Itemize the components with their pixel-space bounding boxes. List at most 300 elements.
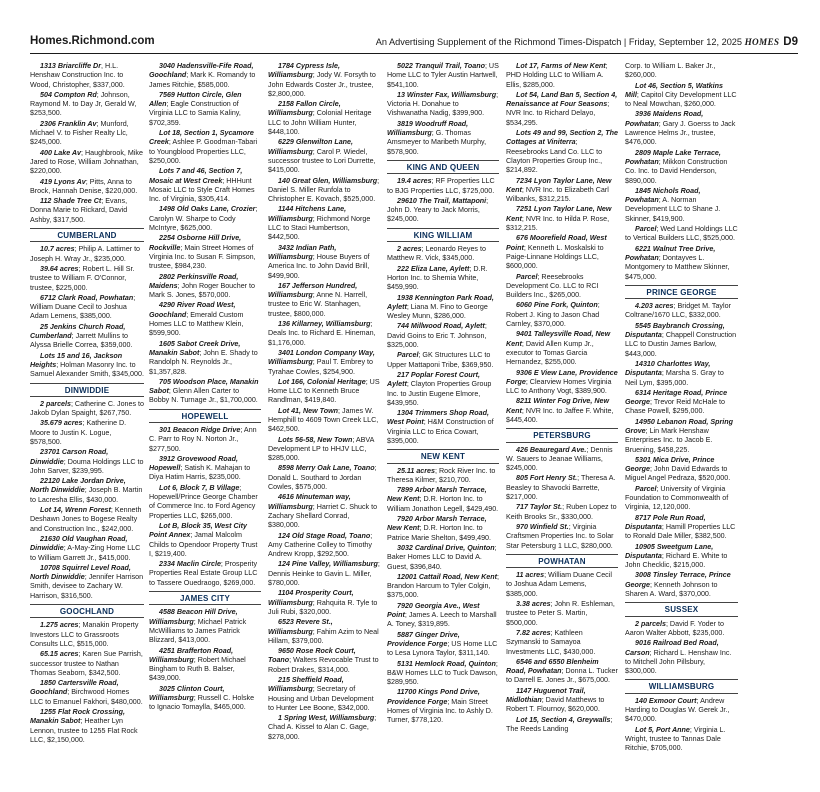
listing-address: 124 Old Stage Road, Toano <box>278 531 371 540</box>
listing-entry <box>268 349 380 377</box>
listing-details: ; Manakin Property Investors LLC to Grassroots Consults LLC, $515,000. <box>30 621 139 648</box>
listing-details: ; Victoria H. Donahue to Vishwanatha Nadig, $399,900. <box>387 90 499 118</box>
listing-entry <box>387 467 499 486</box>
listing-entry <box>506 571 618 599</box>
listing-details: ; Harriet C. Shuck to Zachary Shellard Conrad, $380,000. <box>268 502 378 530</box>
listing-address: 7920 Arbor Marsh Terrace, New Kent <box>387 515 487 533</box>
listing-entry <box>506 234 618 271</box>
listing-entry <box>30 708 144 745</box>
listing-details: ; Bridget M. Taylor Coltrane/1670 LLC, $332,000. <box>625 302 731 320</box>
listing-details: ; G. Thomas Amsmeyer to Maribeth Murphy, $578,900. <box>387 129 487 156</box>
listing-details: ; Reesebrooks Land Co. LLC to Clayton Properties Group Inc., $214,892. <box>506 138 603 175</box>
listing-address: 140 Great Glen, Williamsburg <box>278 176 378 185</box>
listing-address: 10708 Squirrel Level Road, North Dinwiddie <box>30 563 131 582</box>
listing-details: ; Brandon Harcum to Tyler Colgin, $375,000. <box>387 572 499 600</box>
page-number: D9 <box>783 36 798 48</box>
listing-details: ; NVR Inc. to Elizabeth Carl Wilbanks, $312,215. <box>506 185 609 204</box>
listing-address: 29610 The Trail, Mattaponi <box>397 196 487 205</box>
listing-details: ; Douma Holdings LLC to John Sarver, $239,995. <box>30 457 144 475</box>
listing-entry <box>268 378 380 406</box>
listing-address: 21630 Old Vaughan Road, Dinwiddie <box>30 534 128 553</box>
listing-address: 25 Jenkins Church Road, Cumberland <box>30 322 126 341</box>
listing-address: 35.679 acres <box>40 419 83 428</box>
listing-address: 3025 Clinton Court, Williamsburg <box>149 684 225 702</box>
listing-address: 970 Winfield St. <box>516 522 569 531</box>
listing-details: ; Anne N. Harrell, trustee to Eric W. Stanhagen, trustee, $800,000. <box>268 291 368 318</box>
listing-details: ; Pitts, Anna to Brock, Hannah Denise, $220,000. <box>30 177 138 195</box>
listing-address: 10.7 acres <box>40 245 75 254</box>
listing-entry <box>149 560 261 588</box>
listing-entry <box>149 522 261 559</box>
listing-details: ; Karen Sue Parrish, successor trustee to Nathan Thomas Seaborn, $342,500. <box>30 650 143 677</box>
listing-details: ; Glenn Allen Carter to Bobby N. Turnage Jr., $1,700,000. <box>149 387 258 405</box>
listing-address: 6712 Clark Road, Powhatan <box>40 293 134 302</box>
listing-entry <box>387 371 499 408</box>
listing-address: 9016 Railroad Bed Road, Carson <box>625 639 719 657</box>
listing-entry <box>30 448 144 476</box>
listing-address: 1304 Trimmers Shop Road, West Point <box>387 409 489 427</box>
listing-entry <box>30 197 144 225</box>
listing-details: ; Gary J. Goerss to Jack Lawrence Helms Jr., trustee, $476,000. <box>625 119 736 147</box>
locality-heading: SUSSEX <box>625 602 738 616</box>
listing-details: ; Russell C. Holske to Ignacio Tomaylla, $465,000. <box>149 694 255 712</box>
listing-address: 10905 Sweetgum Lane, Disputanta <box>625 542 714 560</box>
listing-entry <box>506 273 618 301</box>
listing-address: 2158 Fallon Circle, Williamsburg <box>268 100 341 118</box>
listing-entry <box>30 120 144 148</box>
listing-entry <box>30 419 144 447</box>
listing-details: ; Virginia Craftsmen Properties Inc. to Solar Star Petersburg 1 LLC, $280,000. <box>506 522 614 550</box>
column-3 <box>268 62 380 743</box>
listing-entry <box>387 409 499 446</box>
listing-entry <box>506 503 618 522</box>
listing-entry <box>268 589 380 617</box>
listing-details: ; Evans, Donna Marie to Rickard, David Ashby, $317,500. <box>30 197 128 224</box>
listing-entry <box>268 138 380 175</box>
listing-entry <box>506 658 618 686</box>
listing-address: 1605 Sabot Creek Drive, Manakin Sabot <box>149 339 241 357</box>
locality-heading: DINWIDDIE <box>30 383 144 397</box>
listing-address: 9306 E View Lane, Providence Forge <box>506 368 618 386</box>
listing-details: ; Main Street Homes of Virginia Inc. to Susan F. Simpson, trustee, $984,230. <box>149 243 256 271</box>
listing-entry <box>30 294 144 322</box>
listing-details: ; Jody W. Forsyth to John Edwards Coster Jr., trustee, $2,800,000. <box>268 71 376 98</box>
listing-details: ; Daniel S. Miller Runfola to Christopher E. Kovach, $525,000. <box>268 176 380 204</box>
locality-heading: PRINCE GEORGE <box>625 285 738 299</box>
listing-entry <box>30 621 144 649</box>
supplement-line <box>376 36 798 48</box>
listing-address: 217 Poplar Forest Court, Aylett <box>387 370 480 389</box>
locality-heading: KING AND QUEEN <box>387 160 499 174</box>
listing-entry <box>387 351 499 370</box>
listing-details: ; Andrew Harding to Douglas W. Gerek Jr., $470,000. <box>625 696 730 724</box>
listing-details: ; D.R. Horton Inc. to Shemia White, $459,990. <box>387 264 488 292</box>
listing-details: ; Johnson, Raymond M. to Day Jr, Gerald W, $253,500. <box>30 90 137 118</box>
listing-details: ; NVR Inc. to Hilda P. Rose, $312,215. <box>506 214 610 233</box>
listing-details: ; Capitol City Development LLC to Neal Mowchan, $260,000. <box>625 90 737 109</box>
listing-details: ; Trevor Reid McHale to Chase Powell, $295,000. <box>625 398 726 416</box>
listing-entry <box>387 197 499 225</box>
listing-details: ; John David Edwards to Miguel Angel Pedraza, $520,000. <box>625 465 731 483</box>
listing-entry <box>625 514 738 542</box>
listing-details: ; Eagle Construction of Virginia LLC to Samia Kaliny, $702,359. <box>149 100 241 127</box>
listing-address: 3040 Hadensville-Fife Road, Goochland <box>149 62 254 80</box>
listing-entry <box>625 322 738 359</box>
listing-address: 23701 Carson Road, Dinwiddie <box>30 448 109 466</box>
listing-details: ; Clearview Homes Virginia LLC to Anthony Vogt, $389,900. <box>506 377 612 396</box>
listing-entry <box>30 91 144 119</box>
listing-details: ; Carolyn W. Sharpe to Cody McIntyre, $625,000. <box>149 205 258 233</box>
page-header <box>30 35 798 51</box>
listing-entry <box>149 426 261 454</box>
listing-address: 5545 Baybranch Crossing, Disputanta <box>625 321 725 340</box>
listing-entry <box>149 455 261 483</box>
listing-address: 1784 Cypress Isle, Williamsburg <box>268 62 340 80</box>
listing-details: ; Paul T. Embrey to Tyrahae Cowles, $254,900. <box>268 358 373 376</box>
listing-entry <box>268 407 380 435</box>
listing-entry <box>625 187 738 224</box>
listing-details: ; James A. Leech to Marshall A. Toney, $319,895. <box>387 611 497 629</box>
listing-entry <box>625 726 738 754</box>
listing-entry <box>268 560 380 588</box>
listing-address: Parcel <box>635 484 657 493</box>
listing-entry <box>506 523 618 551</box>
listing-details: ; Jennifer Harrison Smith, devisee to Zachary W. Harrison, $316,500. <box>30 573 144 600</box>
listing-entry <box>268 676 380 713</box>
listing-details: ; RF Properties LLC to BJG Properties LLC, $725,000. <box>387 177 495 195</box>
listing-details: ; Michael Patrick McWilliams to James Patrick Blizzard, $413,000. <box>149 617 247 645</box>
listing-details: ; Joseph B. Martin to Lacresha Ellis, $430,000. <box>30 486 143 504</box>
listing-details: ; Philip A. Lattimer to Joseph H. Wray Jr., $235,000. <box>30 245 141 263</box>
listing-address: 112 Shade Tree Ct <box>40 197 102 206</box>
listing-address: Lots 15 and 16, Jackson Heights <box>30 351 123 369</box>
listing-details: ; Chad A. Kissel to Alan C. Gage, $278,000. <box>268 714 377 741</box>
listing-address: Lot 41, New Town <box>278 406 339 415</box>
listing-entry <box>625 62 738 81</box>
listing-entry <box>149 205 261 233</box>
listing-address: 2 acres <box>397 245 422 254</box>
listing-address: 7.82 acres <box>516 628 551 637</box>
listing-address: 5131 Hemlock Road, Quinton <box>397 659 496 668</box>
listing-entry <box>149 608 261 645</box>
listing-entry <box>30 265 144 293</box>
listing-details: ; Robert L. Hill Sr. trustee to William F. O'Connor, trustee, $225,000. <box>30 264 135 292</box>
listing-entry <box>625 149 738 186</box>
listing-details: ; Birchwood Homes LLC to Emanuel Fakhori, $480,000. <box>30 688 143 706</box>
listing-details: ; Rahquita R. Tyle to Juli Rubi, $320,000. <box>268 598 378 616</box>
listing-entry <box>268 464 380 492</box>
listing-details: ; Ashlee P. Goodman-Tabari to Youngblood Properties LLC, $250,000. <box>149 138 258 165</box>
listing-entry <box>387 631 499 659</box>
listing-entry <box>268 436 380 464</box>
listing-entry <box>506 330 618 367</box>
listing-address: 676 Moorefield Road, West Point <box>506 234 607 252</box>
listing-entry <box>625 485 738 513</box>
listing-entry <box>30 400 144 419</box>
listing-details: ; Donna L. Tucker to Darrell E. Jones Jr., $675,000. <box>506 667 618 685</box>
listing-details: ; Jamal Malcolm Childs to Opendoor Property Trust I, $219,400. <box>149 531 258 558</box>
column-1 <box>30 62 144 746</box>
listing-address: 7569 Hutton Circle, Glen Allen <box>149 90 242 109</box>
listing-address: 4588 Beacon Hill Drive, Williamsburg <box>149 608 238 626</box>
supplement-text: An Advertising Supplement of the Richmond Times-Dispatch | Friday, September 12, 2025 <box>375 37 743 47</box>
listing-entry <box>506 177 618 205</box>
listing-address: 9401 Talleysville Road, New Kent <box>506 330 611 348</box>
listing-address: 14950 Lebanon Road, Spring Grove <box>625 417 734 435</box>
listing-details: ; Heather Lyn Lennon, trustee to 1255 Flat Rock LLC, $2,150,000. <box>30 717 138 744</box>
listing-details: , H.L. Henshaw Construction Inc. to Wood, Christopher, $337,000. <box>30 62 125 89</box>
locality-heading: PETERSBURG <box>506 428 618 442</box>
listing-entry <box>268 714 380 742</box>
listing-entry <box>625 245 738 282</box>
listing-address: 1850 Cartersville Road, Goochland <box>30 679 119 697</box>
listing-address: 22120 Lake Jordan Drive, North Dinwiddie <box>30 477 126 495</box>
listing-details: ; Dennis Heinke to Gavin L. Miller, $780,000. <box>268 560 380 588</box>
listing-details: ; A-May-Zing Home LLC to William Garrett Jr., $415,000. <box>30 544 141 562</box>
listing-address: 222 Eliza Lane, Aylett <box>397 264 470 273</box>
listing-details: ; Kenneth L. Moskalski to Paige-Linnane Holdings LLC, $600,000. <box>506 243 604 271</box>
listing-entry <box>268 647 380 675</box>
listing-address: 11 acres <box>516 571 545 580</box>
listing-entry <box>30 62 144 90</box>
listing-address: 1498 Old Oaks Lane, Crozier <box>159 205 256 214</box>
listing-entry <box>625 418 738 455</box>
listing-details: ; John R. Eshleman, trustee to Peter S. Martin, $500,000. <box>506 600 615 627</box>
listing-entry <box>268 244 380 281</box>
locality-heading: WILLIAMSBURG <box>625 679 738 693</box>
listing-details: ; David Goins to Eric T. Johnson, $325,000. <box>387 322 487 350</box>
listing-entry <box>268 493 380 530</box>
listing-entry <box>149 62 261 90</box>
listing-address: 2 parcels <box>635 619 666 628</box>
listing-details: ; Mikkon Construction Co. Inc. to David Henderson, $890,000. <box>625 157 728 185</box>
listing-address: 3.38 acres <box>516 600 551 609</box>
listing-entry <box>268 177 380 205</box>
listing-details: ; Wed Land Holdings LLC to Vertical Builders LLC, $525,000. <box>625 225 738 243</box>
listing-address: Lots 49 and 99, Section 2, The Cottages at Viniterra <box>506 129 618 147</box>
listing-details: ; Robert Michael Bingham to Ruth B. Balser, $439,000. <box>149 655 246 683</box>
listing-details: ; A. Norman Development LLC to Shane J. Skinner, $419,900. <box>625 196 721 223</box>
listing-entry <box>387 245 499 264</box>
listing-address: 8598 Merry Oak Lane, Toano <box>278 464 375 473</box>
listing-details: ; Holman Masonry Inc. to Samuel Alexander Smith, $345,000. <box>30 360 144 379</box>
listing-address: Lot 6, Block 7, B Village <box>159 483 240 492</box>
listing-entry <box>387 486 499 514</box>
listing-entry <box>30 352 144 380</box>
listing-details: ; Reesebrooks Development Co. LLC to RCI Builders Inc., $265,000. <box>506 272 599 300</box>
listing-details: ; Catherine C. Jones to Jakob Dylan Spaight, $267,750. <box>30 399 144 418</box>
listing-address: 65.15 acres <box>40 650 79 659</box>
listing-entry <box>506 716 618 735</box>
listing-entry <box>30 245 144 264</box>
listing-entry <box>387 688 499 725</box>
homes-logo: HOMES <box>744 37 780 47</box>
listing-entry <box>387 544 499 572</box>
listing-entry <box>149 273 261 301</box>
listing-address: 2254 Osborne Hill Drive, Rockville <box>149 234 242 252</box>
listing-address: Lot 18, Section 1, Sycamore Creek <box>149 129 254 147</box>
listing-address: Parcel <box>516 272 538 281</box>
listing-address: Lot 15, Section 4, Greywalls <box>516 715 611 724</box>
listing-details: ; NVR Inc. to Richard Delayo, $534,295. <box>506 100 610 127</box>
listing-address: Lot 14, Wrenn Forest <box>40 506 111 515</box>
listing-details: ; Fahim Azim to Neal Hillam, $379,000. <box>268 627 379 645</box>
column-4 <box>387 62 499 727</box>
listing-details: ; James W. Hemphill to 4609 Town Creek LLC, $462,500. <box>268 406 379 434</box>
listing-details: ; Carol P. Wiedel, successor trustee to Lori Durrette, $415,000. <box>268 147 376 175</box>
listing-entry <box>387 294 499 322</box>
listing-address: 7251 Lyon Taylor Lane, New Kent <box>506 205 612 223</box>
listing-address: 6546 and 6550 Blenheim Road, Powhatan <box>506 657 599 676</box>
listing-address: Lot 54, Land Ban 5, Section 4, Renaissance at Four Seasons <box>506 90 618 109</box>
locality-heading: GOOCHLAND <box>30 604 144 618</box>
listing-address: 1104 Prosperity Court, Williamsburg <box>268 589 354 607</box>
listing-entry <box>506 474 618 502</box>
listing-address: 7899 Arbor Marsh Terrace, New Kent <box>387 486 487 504</box>
listing-address: 2 parcels <box>40 399 71 408</box>
listing-details: ; Baker Homes LLC to David A. Guest, $396,840. <box>387 543 497 571</box>
listing-address: 717 Taylor St. <box>516 503 563 512</box>
listing-entry <box>149 378 261 406</box>
listing-address: 6229 Glenwilton Lane, Williamsburg <box>268 138 353 156</box>
listing-entry <box>387 120 499 157</box>
listing-address: 6060 Pine Fork, Quinton <box>516 301 598 310</box>
listing-entry <box>387 177 499 196</box>
listing-entry <box>625 456 738 484</box>
listing-address: 215 Sheffield Road, Williamsburg <box>268 676 344 694</box>
listing-address: Lot 46, Section 5, Watkins Mill <box>625 81 723 99</box>
listing-details: ; Secretary of Housing and Urban Development to Hunter Lee Boone, $342,000. <box>268 685 374 712</box>
listing-details: ; Ruben Lopez to Keith Brooks Sr., $330,000. <box>506 503 617 521</box>
listing-entry <box>625 620 738 639</box>
listing-details: ; HHHunt Mosaic LLC to Style Craft Homes Inc. of Virginia, $305,414. <box>149 176 255 204</box>
listing-address: 2809 Maple Lake Terrace, Powhatan <box>625 148 721 166</box>
listing-entry <box>268 62 380 99</box>
listing-details: ; D.R. Horton Inc. to William Jonathon Legell, $429,490. <box>387 495 499 513</box>
listing-address: 39.64 acres <box>40 264 79 273</box>
listing-entry <box>30 178 144 197</box>
listing-entry <box>625 543 738 571</box>
listing-entry <box>625 225 738 244</box>
listing-address: 2802 Perkinsville Road, Maidens <box>149 272 239 290</box>
listing-address: 1144 Hitchens Lane, Williamsburg <box>268 205 347 223</box>
locality-heading: POWHATAN <box>506 554 618 568</box>
listing-entry <box>625 571 738 599</box>
listing-address: 2306 Franklin Av <box>40 119 97 128</box>
site-name[interactable]: Homes.Richmond.com <box>30 35 155 47</box>
listing-details: ; Richard L. Henshaw Inc. to Mitchell John Pillsbury, $300,000. <box>625 648 732 676</box>
listing-address: 5887 Ginger Drive, Providence Forge <box>387 630 460 648</box>
listing-address: 14310 Charlottes Way, Disputanta <box>625 359 711 378</box>
listing-address: 1.275 acres <box>40 621 79 630</box>
listing-address: 301 Beacon Ridge Drive <box>159 425 241 434</box>
listing-entry <box>149 647 261 684</box>
listing-details: ; John D. Yeary to Jack Morris, $245,000. <box>387 196 489 224</box>
listing-address: 5022 Tranquil Trail, Toano <box>397 62 485 70</box>
listing-entry <box>625 360 738 388</box>
listing-entry <box>30 564 144 601</box>
locality-heading: NEW KENT <box>387 449 499 463</box>
column-2 <box>149 62 261 714</box>
listing-entry <box>30 149 144 177</box>
listing-address: Lots 56-58, New Town <box>278 435 353 444</box>
listing-address: 426 Beauregard Ave. <box>516 445 587 454</box>
listing-entry <box>387 265 499 293</box>
listing-address: 3432 Indian Path, Williamsburg <box>268 243 337 261</box>
listing-address: Lot 166, Colonial Heritage <box>278 377 366 386</box>
listing-details: ; Theresa A. Beasley to Shavocki Barrette, $217,000. <box>506 474 616 502</box>
locality-heading: HOPEWELL <box>149 409 261 423</box>
listing-address: Parcel <box>397 351 419 360</box>
listing-address: 1 Spring West, Williamsburg <box>278 714 375 723</box>
column-5 <box>506 62 618 735</box>
listing-entry <box>506 301 618 329</box>
listing-entry <box>30 679 144 707</box>
listing-address: 3032 Cardinal Drive, Quinton <box>397 543 495 552</box>
listing-address: 805 Fort Henry St. <box>516 474 578 483</box>
listing-address: 8211 Winter Fog Drive, New Kent <box>506 397 610 415</box>
listing-entry <box>149 340 261 377</box>
listing-details: ; William Duane Cecil to Joshua Adam Lemens, $385,000. <box>506 571 612 598</box>
listing-details: ; Ann C. Parr to Roy N. Norton Jr., $277,500. <box>149 425 257 453</box>
listing-details: ; Satish K. Mahajan to Diya Hatim Harris, $235,000. <box>149 464 251 482</box>
listing-address: 3819 Woodruff Road, Williamsburg <box>387 119 469 138</box>
listing-details: ; Chappell Construction LLC to Dustin James Barlow, $443,000. <box>625 331 737 358</box>
listing-address: 25.11 acres <box>397 466 435 475</box>
listing-details: ; Richard E. White to John Checklic, $215,000. <box>625 551 728 570</box>
listing-address: 7234 Lyon Taylor Lane, New Kent <box>506 176 612 194</box>
listing-address: 3401 London Company Way, Williamsburg <box>268 348 375 367</box>
listing-entry <box>30 506 144 534</box>
listing-details: ; Liana M. Fino to George Wesley Munn, $286,000. <box>387 302 488 321</box>
listing-entry <box>149 129 261 166</box>
listing-details: ; Clayton Properties Group Inc. to Justin Eugene Elmore, $439,950. <box>387 380 492 407</box>
listing-details: ; Marsha S. Gray to Neil Lym, $395,000. <box>625 369 724 387</box>
listing-entry <box>506 600 618 628</box>
listing-entry <box>268 618 380 646</box>
listing-address: 2334 Maclin Circle <box>159 560 221 569</box>
listing-entry <box>506 129 618 175</box>
listing-entry <box>506 91 618 128</box>
listing-entry <box>149 167 261 204</box>
listing-details: ; Robert J. King to Jason Chad Carnley, $370,000. <box>506 301 600 329</box>
listing-details: ; Donald L. Southard to Jordan Cowles, $575,000. <box>268 464 377 492</box>
listing-entry <box>387 515 499 543</box>
listing-entry <box>506 62 618 90</box>
listing-address: 744 Millwood Road, Aylett <box>397 322 485 331</box>
listing-entry <box>268 320 380 348</box>
listing-details: ; David Allen Kump Jr., executor to Tomas Garcia Hernandez, $255,000. <box>506 339 594 367</box>
listing-address: 400 Lake Av <box>40 148 82 157</box>
listing-entry <box>387 91 499 119</box>
listing-address: 6221 Walnut Tree Drive, Powhatan <box>625 244 716 262</box>
listing-entry <box>625 302 738 321</box>
listing-entry <box>506 687 618 715</box>
listing-details: ; Leonardo Reyes to Matthew R. Vick, $345,000. <box>387 245 486 263</box>
listing-entry <box>268 100 380 137</box>
listing-details: ; The Reeds Landing <box>506 715 613 733</box>
locality-heading: JAMES CITY <box>149 591 261 605</box>
listing-entry <box>625 389 738 417</box>
listing-details: ; Kenneth Johnson to Sharen A. Ward, $370,000. <box>625 580 718 599</box>
listing-details: ; Richmond Norge LLC to Staci Humbertson, $442,500. <box>268 214 371 242</box>
listing-entry <box>625 639 738 676</box>
listing-entry <box>625 110 738 147</box>
listing-entry <box>506 629 618 657</box>
listing-address: 1255 Flat Rock Crossing, Manakin Sabot <box>30 708 125 726</box>
header-rule <box>30 53 798 54</box>
listing-details: ; Hopewell/Prince George Chamber of Commerce Inc. to Ford Agency Properties LLC, $265,000. <box>149 483 258 520</box>
